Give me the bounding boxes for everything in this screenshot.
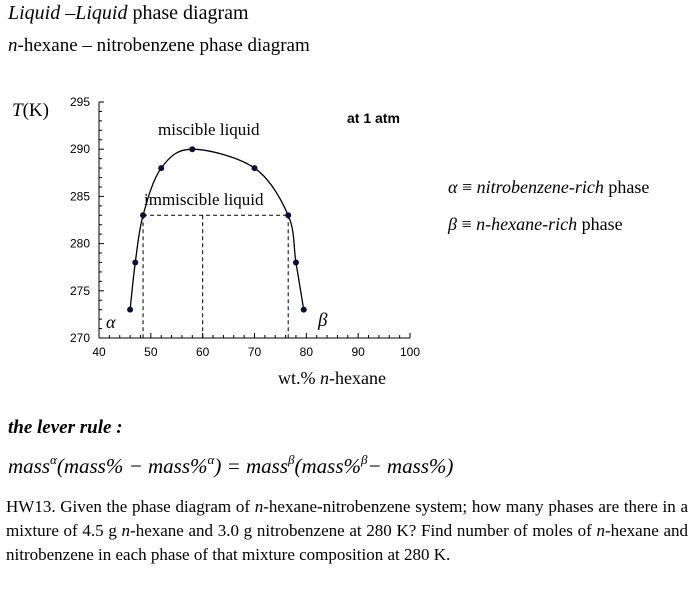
y-tick-labels xyxy=(70,95,90,345)
legend-beta-symbol: β xyxy=(448,214,457,234)
hw-part-1: HW13. Given the phase diagram of xyxy=(6,497,255,516)
legend-beta-eq: ≡ xyxy=(456,214,477,234)
x-tick-label-90: 90 xyxy=(351,345,365,359)
eq-close: − mass%) xyxy=(367,454,454,478)
x-tick-label-60: 60 xyxy=(195,345,210,359)
title-word-liquid: Liquid xyxy=(8,2,61,24)
eq-beta-sup-2: β xyxy=(361,452,368,467)
y-tick-label-295: 295 xyxy=(69,95,90,109)
subtitle-rest: -hexane – nitrobenzene phase diagram xyxy=(17,35,310,56)
y-axis-label xyxy=(12,100,49,121)
eq-open-2: (mass% xyxy=(294,454,362,478)
lever-rule-heading xyxy=(8,417,123,439)
hw-part-2: -hexane-nitrobenzene system; how many phases are there in a mixture of 4.5 g xyxy=(6,497,688,540)
x-label-pre: wt.% xyxy=(278,368,320,388)
x-tick-label-80: 80 xyxy=(299,345,314,359)
y-tick-label-270: 270 xyxy=(69,331,90,345)
title-rest: phase diagram xyxy=(127,2,249,24)
lever-heading-text: the lever rule xyxy=(8,417,112,438)
data-points xyxy=(127,146,307,312)
y-tick-label-280: 280 xyxy=(69,236,90,251)
eq-alpha-sup: α xyxy=(50,452,57,467)
data-point-6 xyxy=(285,212,291,218)
eq-open: (mass% − mass% xyxy=(56,454,208,478)
data-point-3 xyxy=(158,165,164,171)
data-point-5 xyxy=(252,165,258,171)
data-point-7 xyxy=(293,259,299,265)
legend-alpha-tail: phase xyxy=(603,177,650,197)
hw-part-3: -hexane and 3.0 g nitrobenzene at 280 K? Find number of moles of xyxy=(130,521,597,540)
subtitle-n: n xyxy=(8,35,18,56)
legend-beta-tail: phase xyxy=(577,214,623,234)
phase-diagram-chart xyxy=(0,86,440,396)
title-word-liquid-2: Liquid xyxy=(75,2,128,24)
data-point-4 xyxy=(189,146,195,152)
eq-mass: mass xyxy=(8,454,51,478)
x-tick-label-70: 70 xyxy=(247,345,262,359)
x-tick-labels xyxy=(92,345,420,359)
eq-beta-sup: β xyxy=(288,452,295,467)
data-point-1 xyxy=(132,259,138,265)
eq-alpha-sup-2: α xyxy=(207,452,215,467)
lever-rule-equation xyxy=(8,452,453,479)
immiscible-liquid-label: immiscible liquid xyxy=(144,190,264,209)
x-tick-label-50: 50 xyxy=(144,345,158,359)
x-label-post: -hexane xyxy=(329,368,386,388)
hw-n-3: n xyxy=(596,521,605,540)
miscible-liquid-label: miscible liquid xyxy=(158,120,260,139)
lever-heading-colon: : xyxy=(111,417,123,438)
legend-alpha-desc: nitrobenzene-rich xyxy=(476,177,604,197)
legend-alpha xyxy=(448,177,649,198)
beta-region-label: β xyxy=(318,310,328,331)
x-axis-label xyxy=(278,368,386,388)
y-label-K: (K) xyxy=(22,100,49,121)
header-line-2 xyxy=(8,35,310,57)
data-point-2 xyxy=(140,212,146,218)
x-tick-label-40: 40 xyxy=(92,345,106,359)
legend-alpha-symbol: α xyxy=(448,177,458,197)
legend-beta xyxy=(448,214,623,235)
legend-beta-desc: n-hexane-rich xyxy=(476,214,578,234)
title-dash: – xyxy=(60,2,76,24)
data-point-8 xyxy=(301,307,307,313)
coexistence-curve xyxy=(130,149,304,309)
y-label-T: T xyxy=(12,100,23,121)
eq-mid: ) = mass xyxy=(214,454,289,478)
x-tick-label-100: 100 xyxy=(399,345,421,359)
y-tick-label-290: 290 xyxy=(69,142,90,157)
hw-part-4: -hexane and nitrobenzene in each phase of that mixture composition at 280 K. xyxy=(6,521,688,564)
hw-n-1: n xyxy=(254,497,264,516)
y-tick-label-275: 275 xyxy=(69,283,90,298)
legend-alpha-eq: ≡ xyxy=(457,177,477,197)
data-point-0 xyxy=(127,307,133,313)
homework-problem xyxy=(6,495,688,567)
chart-dashed-lines xyxy=(143,215,288,338)
hw-n-2: n xyxy=(121,521,131,540)
y-tick-label-285: 285 xyxy=(69,189,90,204)
chart-title: at 1 atm xyxy=(347,110,400,126)
header-line-1 xyxy=(8,2,249,25)
x-label-n: n xyxy=(320,368,329,388)
alpha-region-label: α xyxy=(106,312,116,332)
